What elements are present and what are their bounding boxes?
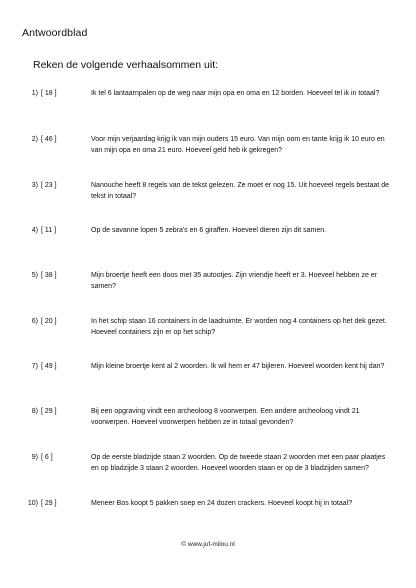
exercise-number: 4) xyxy=(31,227,38,234)
exercise-number: 9) xyxy=(31,454,38,461)
exercise-text: Ik tel 6 lantaarnpalen op de weg naar mijn opa en oma en 12 borden. Hoeveel tel ik in totaal? xyxy=(91,90,380,97)
page-title: Antwoordblad xyxy=(22,27,88,39)
exercise-answer: [ 23 ] xyxy=(41,182,57,189)
footer-copyright: © www.juf-milou.nl xyxy=(181,541,235,548)
exercise-answer: [ 18 ] xyxy=(41,90,57,97)
exercise-number: 10) xyxy=(27,500,38,507)
exercise-number: 6) xyxy=(31,318,38,325)
exercise-answer: [ 11 ] xyxy=(41,227,57,234)
exercise-text: In het schip staan 16 containers in de laadruimte. Er worden nog 4 containers op het dek gezet. Hoeveel containers zijn er op het schip? xyxy=(91,318,387,336)
exercise-text: Nanouche heeft 8 regels van de tekst gelezen. Ze moet er nog 15. Uit hoeveel regels bestaat de tekst in totaal? xyxy=(91,182,390,200)
exercise-number: 7) xyxy=(31,363,38,370)
exercise-answer: [ 49 ] xyxy=(41,363,57,370)
exercise-number: 2) xyxy=(31,136,38,143)
exercise-number: 3) xyxy=(31,182,38,189)
exercise-text: Voor mijn verjaardag krijg ik van mijn ouders 15 euro. Van mijn oom en tante krijg ik 10 euro en van mijn opa en oma 21 euro. Hoeveel geld heb ik gekregen? xyxy=(91,136,385,154)
exercise-answer: [ 38 ] xyxy=(41,272,57,279)
exercise-answer: [ 46 ] xyxy=(41,136,57,143)
exercise-text: Bij een opgraving vindt een archeoloog 8 voorwerpen. Een andere archeoloog vindt 21 voorwerpen. Hoeveel voorwerpen hebben ze in totaal gevonden? xyxy=(91,408,360,426)
exercise-answer: [ 6 ] xyxy=(41,454,53,461)
exercise-number: 1) xyxy=(31,90,38,97)
exercise-number: 5) xyxy=(31,272,38,279)
exercise-text: Mijn broertje heeft een doos met 35 autootjes. Zijn vriendje heeft er 3. Hoeveel hebben ze er samen? xyxy=(91,272,378,290)
exercise-text: Op de savanne lopen 5 zebra's en 6 giraffen. Hoeveel dieren zijn dit samen. xyxy=(91,227,327,234)
exercise-text: Mijn kleine broertje kent al 2 woorden. Ik wil hem er 47 bijleren. Hoeveel woorden kent hij dan? xyxy=(91,363,385,370)
exercise-answer: [ 20 ] xyxy=(41,318,57,325)
exercise-text: Meneer Bos koopt 5 pakken soep en 24 dozen crackers. Hoeveel koopt hij in totaal? xyxy=(91,500,353,507)
exercise-text: Op de eerste bladzijde staan 2 woorden. Op de tweede staan 2 woorden met een paar plaatjes en op bladzijde 3 staan 2 woorden. Hoeveel woorden staan er op de 3 bladzijden samen? xyxy=(91,454,386,472)
instruction-text: Reken de volgende verhaalsommen uit: xyxy=(33,59,219,71)
exercise-number: 8) xyxy=(31,408,38,415)
exercise-answer: [ 29 ] xyxy=(41,500,57,507)
exercise-answer: [ 29 ] xyxy=(41,408,57,415)
